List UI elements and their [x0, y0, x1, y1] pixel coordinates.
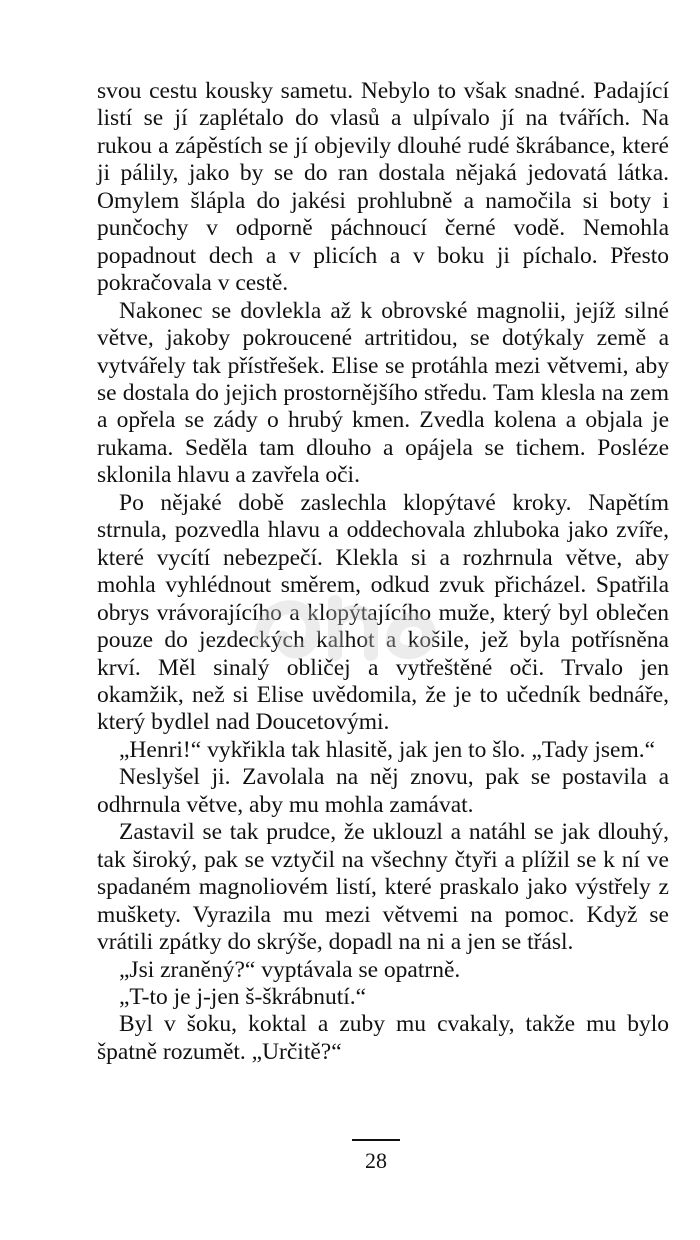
paragraph-8: „T-to je j-jen š-škrábnutí.“: [119, 983, 367, 1010]
paragraph-9: Byl v šoku, koktal a zuby mu cvakaly, takže mu bylo špatně rozumět. „Určitě?“: [97, 1011, 669, 1065]
paragraph-7: „Jsi zraněný?“ vyptávala se opatrně.: [119, 956, 461, 983]
page-number-rule: [352, 1139, 400, 1141]
paragraph-6: Zastavil se tak prudce, že uklouzl a natáhl se jak dlouhý, tak široký, pak se vztyčil na všechny čtyři a plížil se k ní ve spadaném magnoliovém listí, které praskalo jako výstřely z muškety. Vyrazila mu mezi větvemi na pomoc. Když se vrátili zpátky do skrýše, dopadl na ni a jen se třásl.: [97, 819, 669, 956]
body-text: [97, 78, 669, 1066]
paragraph-2: Nakonec se dovlekla až k obrovské magnolii, jejíž silné větve, jakoby pokroucené artritidou, se dotýkaly země a vytvářely tak přístřešek. Elise se protáhla mezi větvemi, aby se dostala do jejich prostornějšího středu. Tam klesla na zem a opřela se zády o hrubý kmen. Zvedla kolena a objala je rukama. Seděla tam dlouho a opájela se tichem. Posléze sklonila hlavu a zavřela oči.: [97, 297, 669, 489]
paragraph-4: „Henri!“ vykřikla tak hlasitě, jak jen to šlo. „Tady jsem.“: [119, 736, 656, 763]
paragraph-3: Po nějaké době zaslechla klopýtavé kroky. Napětím strnula, pozvedla hlavu a oddechovala zhluboka jako zvíře, které vycítí nebezpečí. Klekla si a rozhrnula větve, aby mohla vyhlédnout směrem, odkud zvuk přicházel. Spatřila obrys vrávorajícího a klopýtajícího muže, který byl oblečen pouze do jezdeckých kalhot a košile, jež byla potřísněna krví. Měl sinalý obličej a vytřeštěné oči. Trvalo jen okamžik, než si Elise uvědomila, že je to učedník bednáře, který bydlel nad Doucetovými.: [97, 489, 669, 736]
paragraph-1: svou cestu kousky sametu. Nebylo to však snadné. Padající listí se jí zaplétalo do vlasů a ulpívalo jí na tvářích. Na rukou a zápěstích se jí objevily dlouhé rudé škrábance, které ji pálily, jako by se do ran dostala nějaká jedovatá látka. Omylem šlápla do jakési prohlubně a namočila si boty i punčochy v odporně páchnoucí černé vodě. Nemohla popadnout dech a v plicích a v boku ji píchalo. Přesto pokračovala v cestě.: [97, 78, 669, 297]
page-number: 28: [365, 1148, 387, 1173]
paragraph-5: Neslyšel ji. Zavolala na něj znovu, pak se postavila a odhrnula větve, aby mu mohla zamávat.: [97, 764, 669, 818]
